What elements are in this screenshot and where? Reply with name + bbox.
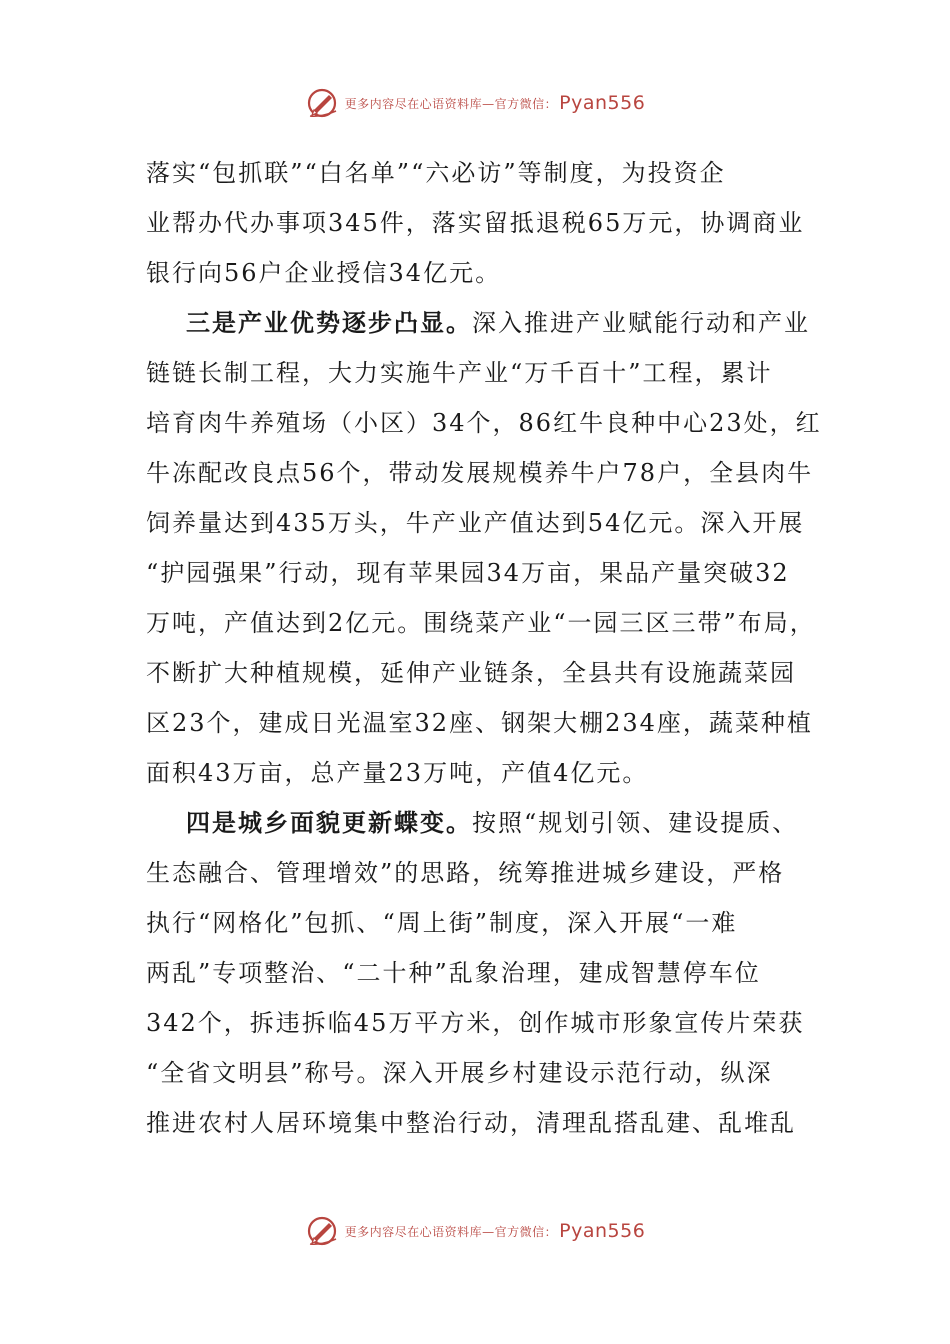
text-line: “全省文明县”称号。深入开展乡村建设示范行动，纵深: [146, 1059, 773, 1087]
text-line: 业帮办代办事项345件，落实留抵退税65万元，协调商业: [146, 209, 805, 237]
text-line: 两乱”专项整治、“二十种”乱象治理，建成智慧停车位: [146, 959, 761, 987]
text-line: 链链长制工程，大力实施牛产业“万千百十”工程，累计: [146, 359, 773, 387]
text-line: 培育肉牛养殖场（小区）34个，86红牛良种中心23处，红: [146, 409, 822, 437]
section-heading: 三是产业优势逐步凸显。: [186, 308, 472, 337]
text-line: 执行“网格化”包抓、“周上街”制度，深入开展“一难: [146, 909, 738, 937]
watermark-text: 更多内容尽在心语资料库—官方微信：: [344, 96, 558, 111]
text-line: 银行向56户企业授信34亿元。: [146, 259, 502, 287]
text-line: 生态融合、管理增效”的思路，统筹推进城乡建设，严格: [146, 859, 785, 887]
text-line: 面积43万亩，总产量23万吨，产值4亿元。: [146, 759, 649, 787]
watermark-wechat-id: Pyan556: [559, 1220, 646, 1242]
section-heading: 四是城乡面貌更新蝶变。: [186, 808, 472, 837]
text-line: 推进农村人居环境集中整治行动，清理乱搭乱建、乱堆乱: [146, 1109, 796, 1137]
text-line: “护园强果”行动，现有苹果园34万亩，果品产量突破32: [146, 559, 790, 587]
pen-logo-icon: [305, 1214, 339, 1248]
watermark-text: 更多内容尽在心语资料库—官方微信：: [344, 1224, 558, 1239]
document-body: [146, 148, 832, 1148]
text-line: 饲养量达到435万头，牛产业产值达到54亿元。深入开展: [146, 509, 805, 537]
watermark-wechat-id: Pyan556: [559, 92, 646, 114]
paragraph-start-industry: 三是产业优势逐步凸显。深入推进产业赋能行动和产业: [186, 308, 810, 337]
pen-logo-icon: [305, 86, 339, 120]
paragraph-start-urban-rural: 四是城乡面貌更新蝶变。按照“规划引领、建设提质、: [186, 808, 799, 837]
text-line: 牛冻配改良点56个，带动发展规模养牛户78户，全县肉牛: [146, 459, 814, 487]
footer-watermark: [0, 1211, 950, 1251]
text-line: 342个，拆违拆临45万平方米，创作城市形象宣传片荣获: [146, 1009, 805, 1037]
header-watermark: [0, 83, 950, 123]
text-line: 区23个，建成日光温室32座、钢架大棚234座，蔬菜种植: [146, 709, 813, 737]
text-line: 万吨，产值达到2亿元。围绕菜产业“一园三区三带”布局，: [146, 609, 816, 637]
text-line: 不断扩大种植规模，延伸产业链条，全县共有设施蔬菜园: [146, 659, 796, 687]
text-line: 落实“包抓联”“白名单”“六必访”等制度，为投资企: [146, 159, 726, 187]
